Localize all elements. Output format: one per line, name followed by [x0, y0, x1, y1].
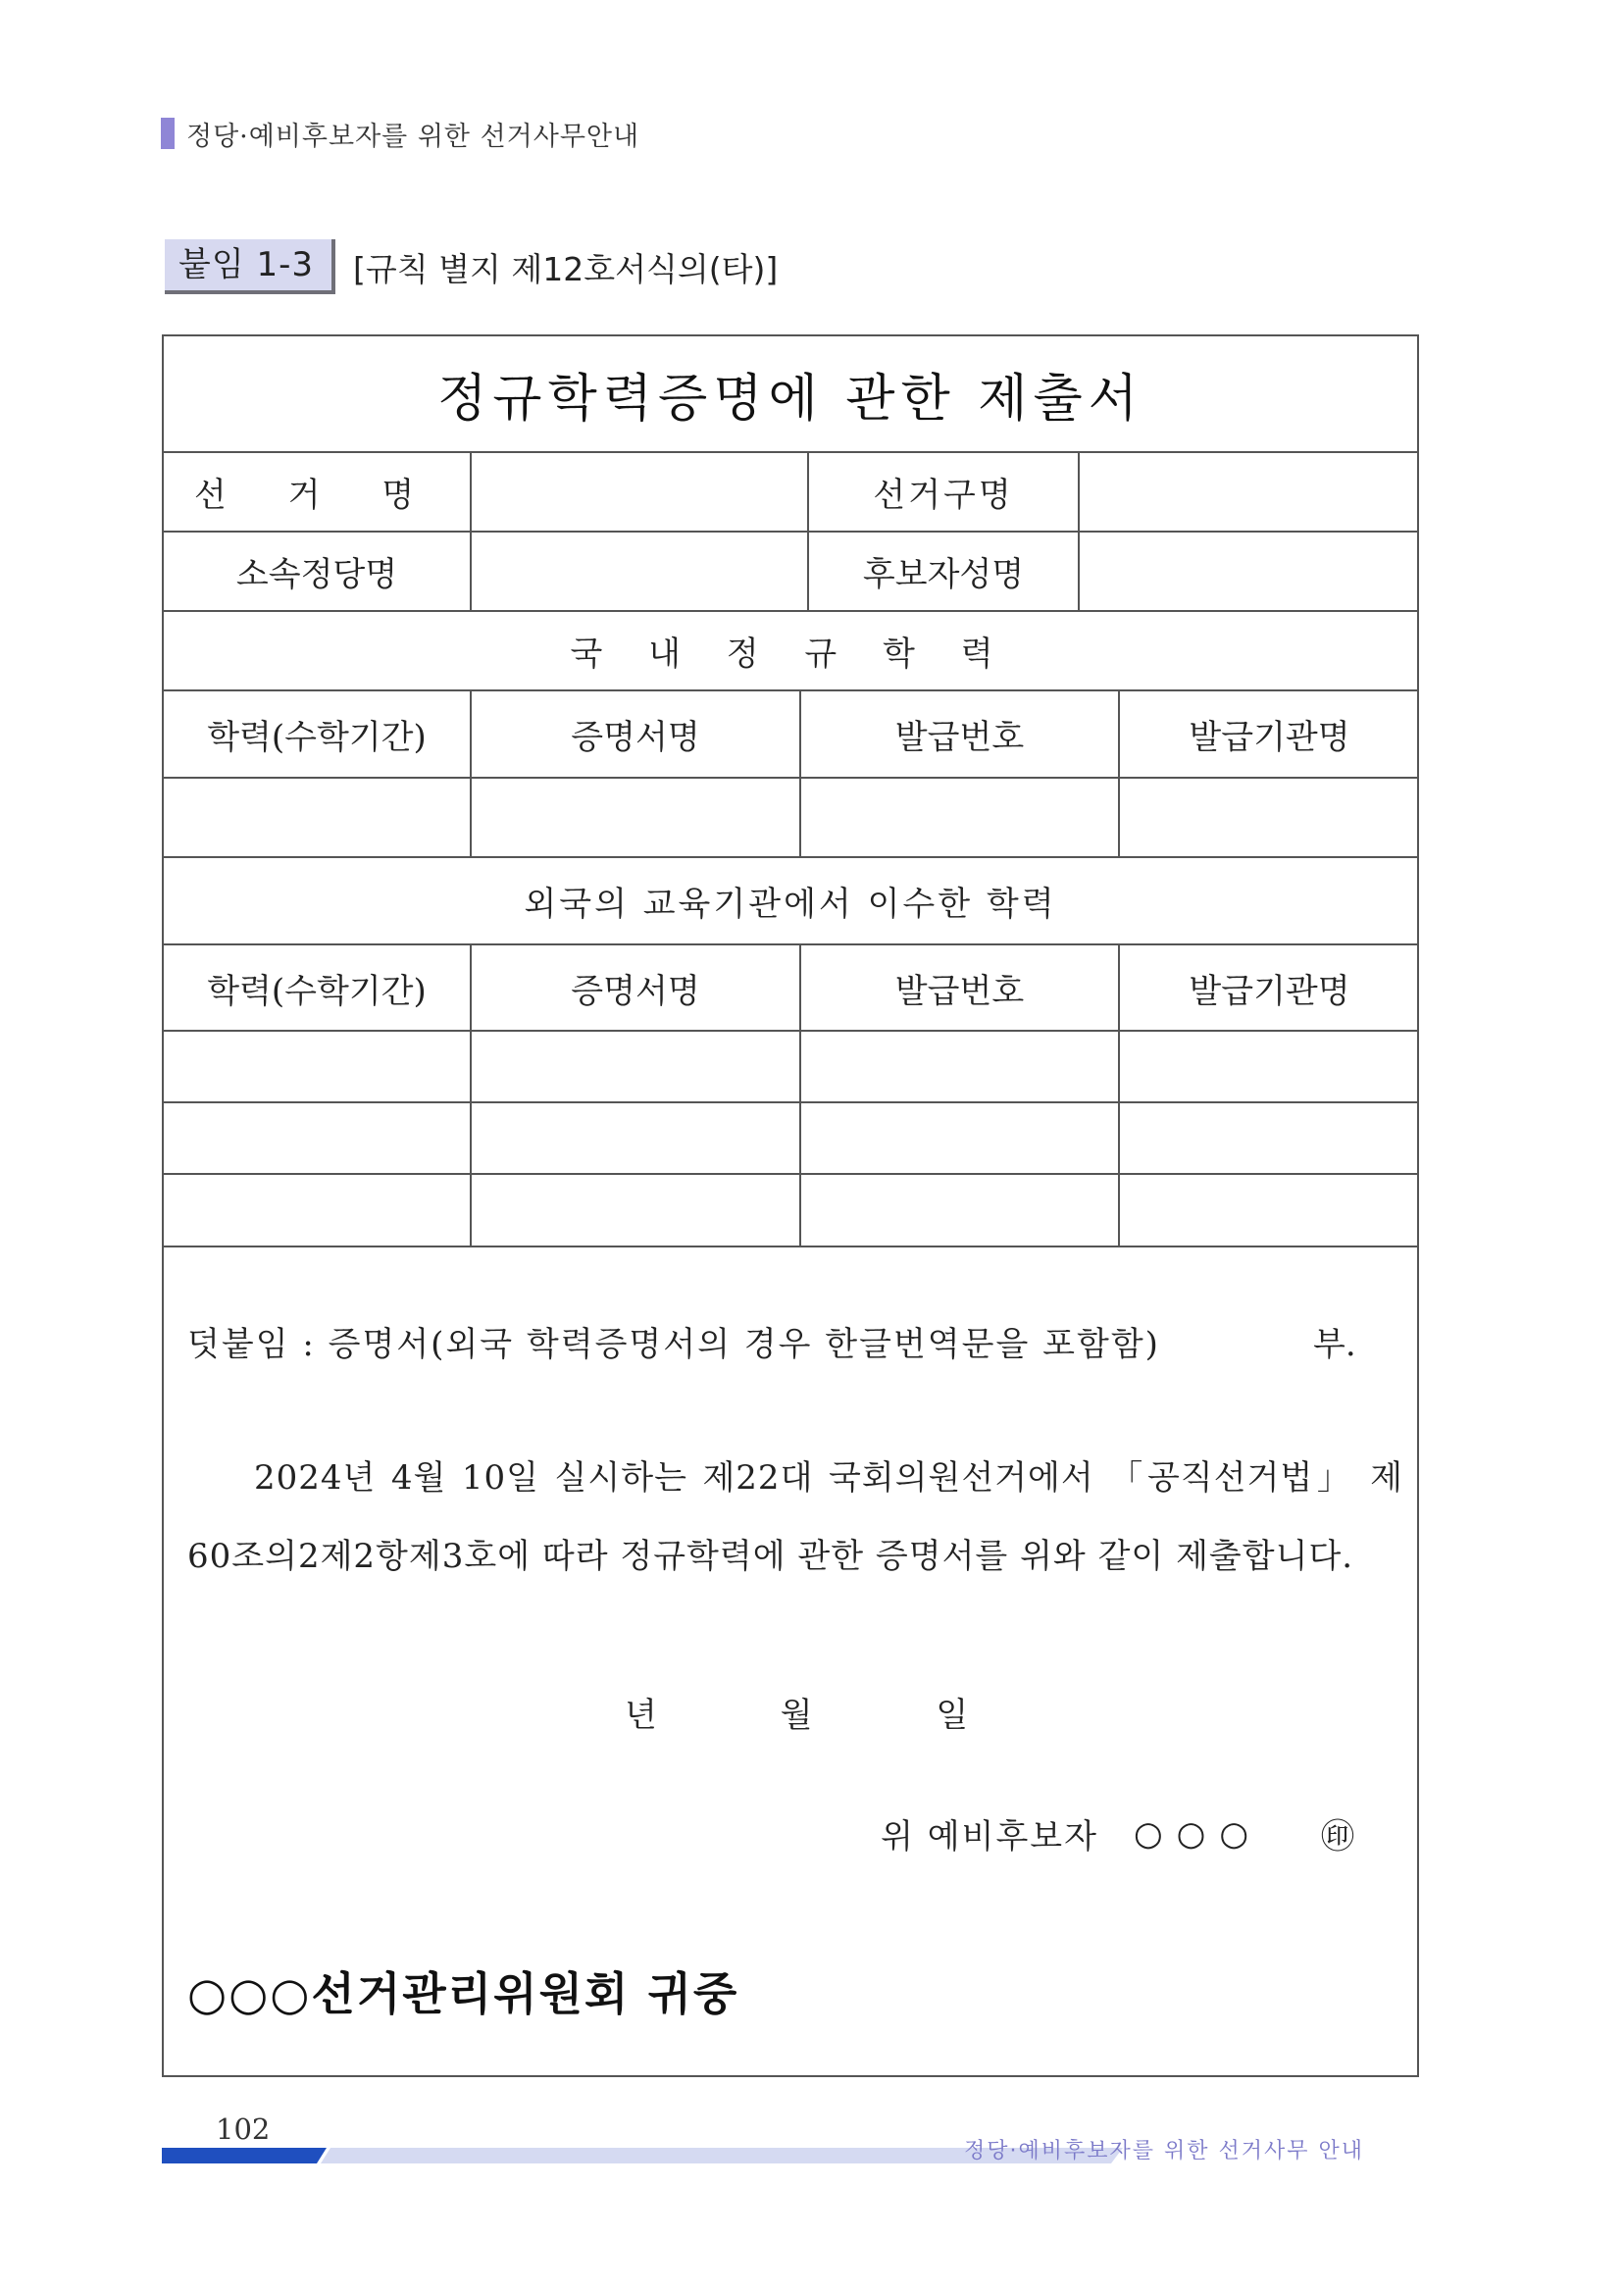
- certificate-name-field[interactable]: [470, 1032, 799, 1101]
- election-name-field[interactable]: [470, 453, 807, 531]
- running-header: [161, 116, 639, 151]
- page-number: 102: [216, 2112, 271, 2146]
- declaration-paragraph: [187, 1439, 1403, 1596]
- table-row: [164, 1103, 1417, 1175]
- date-day-label: 일: [936, 1696, 969, 1735]
- signer-label: 위 예비후보자: [881, 1817, 1098, 1857]
- col-education-period: 학력(수학기간): [207, 971, 427, 1011]
- col-education-period: 학력(수학기간): [207, 718, 427, 757]
- election-name-label: 선 거 명: [193, 476, 440, 515]
- form-title-row: [164, 336, 1417, 453]
- education-period-field[interactable]: [164, 779, 470, 856]
- date-month-label: 월: [780, 1696, 813, 1735]
- election-info-row: [164, 453, 1417, 533]
- header-accent-bar: [161, 118, 175, 149]
- col-issue-number: 발급번호: [894, 718, 1025, 757]
- addressee: ○○○선거관리위원회 귀중: [187, 1967, 739, 2020]
- certificate-name-field[interactable]: [470, 1175, 799, 1246]
- table-row: [164, 1175, 1417, 1247]
- candidate-info-row: [164, 533, 1417, 612]
- form-title: 정규학력증명에 관한 제출서: [437, 370, 1143, 429]
- col-certificate-name: 증명서명: [571, 718, 700, 757]
- issuer-name-field[interactable]: [1118, 1103, 1419, 1173]
- footer-title: 정당·예비후보자를 위한 선거사무 안내: [963, 2139, 1364, 2163]
- district-name-label: 선거구명: [873, 476, 1014, 515]
- attachment-heading: [165, 239, 778, 294]
- signer-name-placeholder: ○○○: [1133, 1813, 1262, 1854]
- party-name-field[interactable]: [470, 533, 807, 610]
- attachment-count-suffix: 부.: [1313, 1325, 1356, 1364]
- domestic-header-row: [164, 691, 1417, 779]
- education-period-field[interactable]: [164, 1103, 470, 1173]
- col-issue-number: 발급번호: [894, 971, 1025, 1011]
- domestic-section-title: 국 내 정 규 학 력: [570, 635, 1011, 674]
- candidate-name-label: 후보자성명: [862, 555, 1025, 594]
- date-year-label: 년: [625, 1696, 657, 1735]
- date-line: [625, 1688, 1081, 1736]
- col-issuer-name: 발급기관명: [1189, 971, 1350, 1011]
- issue-number-field[interactable]: [799, 1175, 1118, 1246]
- issue-number-field[interactable]: [799, 779, 1118, 856]
- party-name-label: 소속정당명: [235, 555, 398, 594]
- col-certificate-name: 증명서명: [571, 971, 700, 1011]
- form-reference: [규칙 별지 제12호서식의(타)]: [353, 249, 779, 288]
- declaration-text: 2024년 4월 10일 실시하는 제22대 국회의원선거에서 「공직선거법」 제60조의2제2항제3호에 따라 정규학력에 관한 증명서를 위와 같이 제출합니다.: [187, 1458, 1403, 1576]
- certificate-name-field[interactable]: [470, 1103, 799, 1173]
- education-period-field[interactable]: [164, 1032, 470, 1101]
- issuer-name-field[interactable]: [1118, 1032, 1419, 1101]
- submission-form: [162, 334, 1419, 2077]
- education-period-field[interactable]: [164, 1175, 470, 1246]
- foreign-header-row: [164, 945, 1417, 1032]
- col-issuer-name: 발급기관명: [1189, 718, 1350, 757]
- foreign-section-row: [164, 858, 1417, 945]
- district-name-field[interactable]: [1078, 453, 1419, 531]
- certificate-name-field[interactable]: [470, 779, 799, 856]
- issuer-name-field[interactable]: [1118, 779, 1419, 856]
- issue-number-field[interactable]: [799, 1032, 1118, 1101]
- issue-number-field[interactable]: [799, 1103, 1118, 1173]
- table-row: [164, 779, 1417, 858]
- signature-line: [881, 1809, 1356, 1857]
- seal-icon: ㊞: [1321, 1817, 1356, 1857]
- attachment-badge: 붙임 1-3: [165, 239, 335, 294]
- header-title: 정당·예비후보자를 위한 선거사무안내: [186, 121, 640, 152]
- attachment-note: 덧붙임 : 증명서(외국 학력증명서의 경우 한글번역문을 포함함): [187, 1325, 1160, 1364]
- table-row: [164, 1032, 1417, 1103]
- foreign-section-title: 외국의 교육기관에서 이수한 학력: [524, 885, 1057, 924]
- issuer-name-field[interactable]: [1118, 1175, 1419, 1246]
- domestic-section-row: [164, 612, 1417, 691]
- candidate-name-field[interactable]: [1078, 533, 1419, 610]
